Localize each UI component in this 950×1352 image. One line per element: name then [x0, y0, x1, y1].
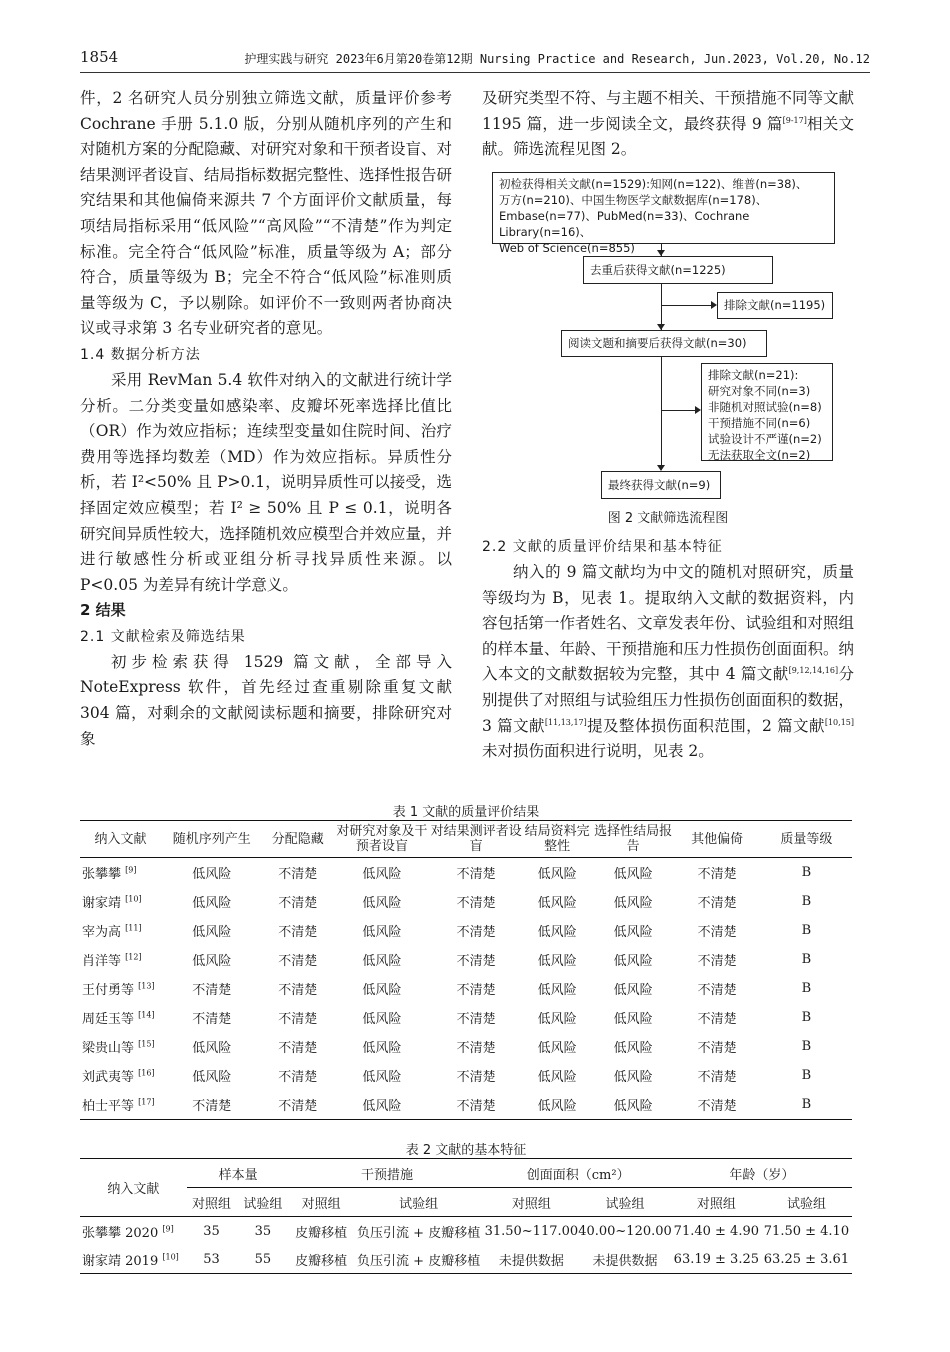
study-name-cell: 刘武夷等 [16] — [82, 1068, 155, 1085]
table1-header: 质量等级 — [761, 821, 852, 858]
table-cell: 不清楚 — [192, 983, 232, 998]
table-cell: 低风险 — [537, 954, 577, 969]
table-cell: 低风险 — [192, 867, 232, 882]
table2-row — [80, 1245, 852, 1274]
study-name-cell: 谢家靖 2019 [10] — [82, 1252, 179, 1269]
table-cell: 71.50 ± 4.10 — [763, 1223, 850, 1239]
table-cell: 低风险 — [362, 925, 402, 940]
table-cell: 低风险 — [362, 1041, 402, 1056]
table1-header: 对结果测评者设盲 — [431, 821, 522, 858]
table2-subheader: 试验组 — [353, 1188, 485, 1217]
table-cell: 不清楚 — [456, 896, 496, 911]
table-cell: 63.25 ± 3.61 — [763, 1251, 850, 1267]
table-cell: 不清楚 — [456, 1099, 496, 1114]
table2-header-study: 纳入文献 — [80, 1159, 187, 1217]
table-cell: B — [801, 1068, 812, 1083]
table-cell: B — [801, 1010, 812, 1025]
table-cell: 不清楚 — [697, 1041, 737, 1056]
table-cell: 低风险 — [192, 925, 232, 940]
heading-1-4: 1.4 数据分析方法 — [80, 346, 201, 363]
table-cell: 低风险 — [362, 1070, 402, 1085]
table1-header: 分配隐藏 — [262, 821, 333, 858]
table-cell: B — [801, 923, 812, 938]
study-name-cell: 张攀攀 2020 [9] — [82, 1224, 174, 1241]
table-cell: 皮瓣移植 — [295, 1225, 348, 1241]
paragraph-search-results: 初步检索获得 1529 篇文献，全部导入 NoteExpress 软件，首先经过查重剔除重复文献 304 篇，对剩余的文献阅读标题和摘要，排除研究对象 — [80, 652, 452, 748]
table-cell: 低风险 — [613, 896, 653, 911]
table-cell: 低风险 — [192, 954, 232, 969]
table2-subheader: 对照组 — [187, 1188, 236, 1217]
table-cell: 低风险 — [613, 954, 653, 969]
study-name-cell: 谢家靖 [10] — [82, 894, 142, 911]
citation: [11,13,17] — [544, 717, 587, 727]
table-cell: 低风险 — [362, 896, 402, 911]
table2-header-area: 创面面积（cm²） — [485, 1159, 672, 1188]
study-name-cell: 柏士平等 [17] — [82, 1097, 155, 1114]
table-cell: B — [801, 981, 812, 996]
table-cell: 低风险 — [537, 1041, 577, 1056]
figure-caption: 图 2 文献筛选流程图 — [607, 511, 729, 526]
paragraph-data-analysis: 采用 RevMan 5.4 软件对纳入的文献进行统计学分析。二分类变量如感染率、皮瓣坏死率选择比值比（OR）作为效应指标；连续型变量如住院时间、治疗费用等选择均数差（MD）作为效应指标。异质性分析，若 I²<50% 且 P>0.1，说明异质性可以接受，选择固定效应模型；若 I² ≥ 50% 且 P ≤ 0.1，说明各研究间异质性较大，选择随机效应模型合并效应量，并进行敏感性分析或亚组分析寻找异质性来源。以 P<0.05 为差异有统计学意义。 — [80, 370, 453, 594]
table-cell: 不清楚 — [278, 867, 318, 882]
table-cell: 不清楚 — [697, 954, 737, 969]
table-cell: 不清楚 — [697, 896, 737, 911]
table-basic-characteristics — [80, 1158, 852, 1274]
table-cell: 不清楚 — [278, 1012, 318, 1027]
study-name-cell: 张攀攀 [9] — [82, 865, 137, 882]
table-cell: 不清楚 — [456, 925, 496, 940]
table-cell: 不清楚 — [278, 896, 318, 911]
table-cell: 负压引流 + 皮瓣移植 — [357, 1253, 481, 1269]
table-cell: 低风险 — [537, 983, 577, 998]
table1-header: 对研究对象及干预者设盲 — [333, 821, 430, 858]
table-cell: 不清楚 — [278, 1041, 318, 1056]
flow-box-title-abstract: 阅读文题和摘要后获得文献(n=30) — [561, 330, 767, 357]
table-cell: 低风险 — [192, 896, 232, 911]
study-name-cell: 王付勇等 [13] — [82, 981, 155, 998]
table-cell: B — [801, 952, 812, 967]
table2-subheader: 对照组 — [672, 1188, 761, 1217]
table-cell: 不清楚 — [697, 1012, 737, 1027]
citation: [9,12,14,16] — [788, 666, 839, 676]
study-name-cell: 周廷玉等 [14] — [82, 1010, 155, 1027]
flow-box-initial: 初检获得相关文献(n=1529):知网(n=122)、维普(n=38)、 万方(n=210)、中国生物医学文献数据库(n=178)、 Embase(n=77)、PubMed(n=33)、Cochrane Library(n=16)、 Web of Science(n=855) — [492, 172, 835, 244]
table-cell: 不清楚 — [456, 954, 496, 969]
paragraph-screening: 及研究类型不符、与主题不相关、干预措施不同等文献 1195 篇，进一步阅读全文，最终获得 9 篇[9-17]相关文献。筛选流程见图 2。 — [482, 89, 855, 159]
table-cell: 不清楚 — [456, 1070, 496, 1085]
citation: [9-17] — [782, 115, 807, 125]
table-cell: 低风险 — [537, 896, 577, 911]
table-cell: 不清楚 — [456, 983, 496, 998]
table-cell: 低风险 — [613, 1041, 653, 1056]
left-column — [80, 86, 452, 752]
table-cell: 低风险 — [362, 1099, 402, 1114]
table2-header-intervention: 干预措施 — [290, 1159, 485, 1188]
table-cell: 不清楚 — [278, 1070, 318, 1085]
table-cell: 不清楚 — [278, 925, 318, 940]
table-cell: 不清楚 — [278, 983, 318, 998]
heading-2-1: 2.1 文献检索及筛选结果 — [80, 628, 246, 645]
right-column-lower — [482, 534, 854, 765]
table-cell: 低风险 — [537, 1012, 577, 1027]
heading-results: 2 结果 — [80, 601, 126, 620]
table1-header: 选择性结局报告 — [593, 821, 674, 858]
table-cell: 35 — [203, 1223, 220, 1239]
heading-2-2: 2.2 文献的质量评价结果和基本特征 — [482, 539, 723, 555]
table-cell: 不清楚 — [456, 1012, 496, 1027]
table2-subheader: 试验组 — [761, 1188, 852, 1217]
table-cell: B — [801, 1039, 812, 1054]
table-cell: 低风险 — [362, 1012, 402, 1027]
table1-header: 其他偏倚 — [674, 821, 761, 858]
table-cell: 不清楚 — [697, 925, 737, 940]
table-cell: 不清楚 — [278, 954, 318, 969]
table-cell: 35 — [254, 1223, 272, 1239]
study-name-cell: 梁贵山等 [15] — [82, 1039, 155, 1056]
study-name-cell: 肖洋等 [12] — [82, 952, 142, 969]
table-cell: 不清楚 — [278, 1099, 318, 1114]
table1-header: 纳入文献 — [80, 821, 161, 858]
journal-info: 护理实践与研究 2023年6月第20卷第12期 Nursing Practice and Research, Jun.2023, Vol.20, No.12 — [244, 52, 870, 66]
table-cell: 低风险 — [192, 1041, 232, 1056]
table-cell: 低风险 — [537, 925, 577, 940]
study-name-cell: 宰为高 [11] — [82, 923, 142, 940]
table-cell: 53 — [203, 1251, 220, 1267]
table1-row — [80, 974, 852, 1003]
table-cell: 55 — [254, 1251, 272, 1267]
flow-box-final: 最终获得文献(n=9) — [601, 471, 721, 499]
table1-row — [80, 945, 852, 974]
table1-row — [80, 1061, 852, 1090]
table-cell: B — [801, 865, 812, 880]
table1-header: 随机序列产生 — [161, 821, 262, 858]
table-cell: 71.40 ± 4.90 — [673, 1223, 759, 1239]
table1-caption: 表 1 文献的质量评价结果 — [392, 805, 540, 820]
table2-subheader: 试验组 — [578, 1188, 672, 1217]
table-cell: B — [801, 1097, 812, 1112]
paragraph-quality-criteria: 件，2 名研究人员分别独立筛选文献，质量评价参考 Cochrane 手册 5.1.0 版，分别从随机序列的产生和对随机方案的分配隐藏、对研究对象和干预者设盲、对结果测评者设盲、结局指标数据完整性、选择性报告研究结果和其他偏倚来源共 7 个方面评价文献质量，每项结局指标采用“低风险”“高风险”“不清楚”作为判定标准。完全符合“低风险”标准，质量等级为 A；部分符合，质量等级为 B；完全不符合“低风险”标准则质量等级为 C，予以剔除。如评价不一致则两者协商决议或寻求第 3 名专业研究者的意见。 — [80, 89, 453, 338]
table1-row — [80, 887, 852, 916]
table-cell: 低风险 — [192, 1070, 232, 1085]
table-cell: 不清楚 — [192, 1099, 232, 1114]
table2-row — [80, 1217, 852, 1246]
table-cell: 低风险 — [613, 983, 653, 998]
table2-header-age: 年龄（岁） — [672, 1159, 852, 1188]
flow-box-exclude-21: 排除文献(n=21): 研究对象不同(n=3) 非随机对照试验(n=8) 干预措施不同(n=6) 试验设计不严谨(n=2) 无法获取全文(n=2) — [701, 363, 833, 461]
table-cell: 40.00~120.00 — [578, 1223, 672, 1239]
table-cell: 负压引流 + 皮瓣移植 — [357, 1225, 481, 1241]
table-cell: 低风险 — [613, 1099, 653, 1114]
table-cell: 皮瓣移植 — [295, 1253, 348, 1269]
table-cell: 低风险 — [613, 925, 653, 940]
table-cell: 低风险 — [613, 1012, 653, 1027]
table1-header: 结局资料完整性 — [522, 821, 593, 858]
table1-row — [80, 1090, 852, 1120]
table-cell: 不清楚 — [697, 1070, 737, 1085]
flow-box-dedup: 去重后获得文献(n=1225) — [583, 256, 773, 284]
table1-row — [80, 1032, 852, 1061]
table2-subheader: 试验组 — [236, 1188, 289, 1217]
right-column — [482, 86, 854, 163]
table-cell: 低风险 — [613, 867, 653, 882]
paragraph-quality-results: 纳入的 9 篇文献均为中文的随机对照研究，质量等级均为 B，见表 1。提取纳入文献的数据资料，内容包括第一作者姓名、文章发表年份、试验组和对照组的样本量、年龄、干预措施和压力性损伤创面面积。纳入本文的文献数据较为完整，其中 4 篇文献[9,12,14,16]分别提供了对照组与试验组压力性损伤创面面积的数据，3 篇文献[11,13,17]提及整体损伤面积范围，2 篇文献[10,15]未对损伤面积进行说明，见表 2。 — [482, 563, 855, 761]
table-cell: 未提供数据 — [592, 1253, 658, 1269]
table-cell: 低风险 — [362, 954, 402, 969]
table1-row — [80, 858, 852, 888]
table-cell: 不清楚 — [697, 983, 737, 998]
table-cell: 未提供数据 — [498, 1253, 564, 1269]
citation: [10,15] — [824, 717, 854, 727]
table-cell: 63.19 ± 3.25 — [673, 1251, 759, 1267]
table-cell: 不清楚 — [697, 1099, 737, 1114]
table-cell: 不清楚 — [456, 1041, 496, 1056]
page-number: 1854 — [80, 48, 119, 66]
table-cell: 不清楚 — [192, 1012, 232, 1027]
table-cell: 低风险 — [362, 867, 402, 882]
table-cell: 低风险 — [537, 867, 577, 882]
table2-caption: 表 2 文献的基本特征 — [405, 1143, 527, 1158]
table-cell: 低风险 — [613, 1070, 653, 1085]
table-cell: B — [801, 894, 812, 909]
table2-subheader: 对照组 — [290, 1188, 353, 1217]
table-cell: 不清楚 — [456, 867, 496, 882]
table2-header-sample: 样本量 — [187, 1159, 290, 1188]
table-cell: 低风险 — [362, 983, 402, 998]
table-cell: 不清楚 — [697, 867, 737, 882]
flow-box-exclude-1195: 排除文献(n=1195) — [717, 292, 833, 319]
table-cell: 31.50~117.00 — [484, 1223, 579, 1239]
page-header — [80, 48, 870, 73]
table-cell: 低风险 — [537, 1099, 577, 1114]
table1-row — [80, 916, 852, 945]
table1-row — [80, 1003, 852, 1032]
table-cell: 低风险 — [537, 1070, 577, 1085]
table-quality-assessment — [80, 820, 852, 1120]
table2-subheader: 对照组 — [485, 1188, 579, 1217]
